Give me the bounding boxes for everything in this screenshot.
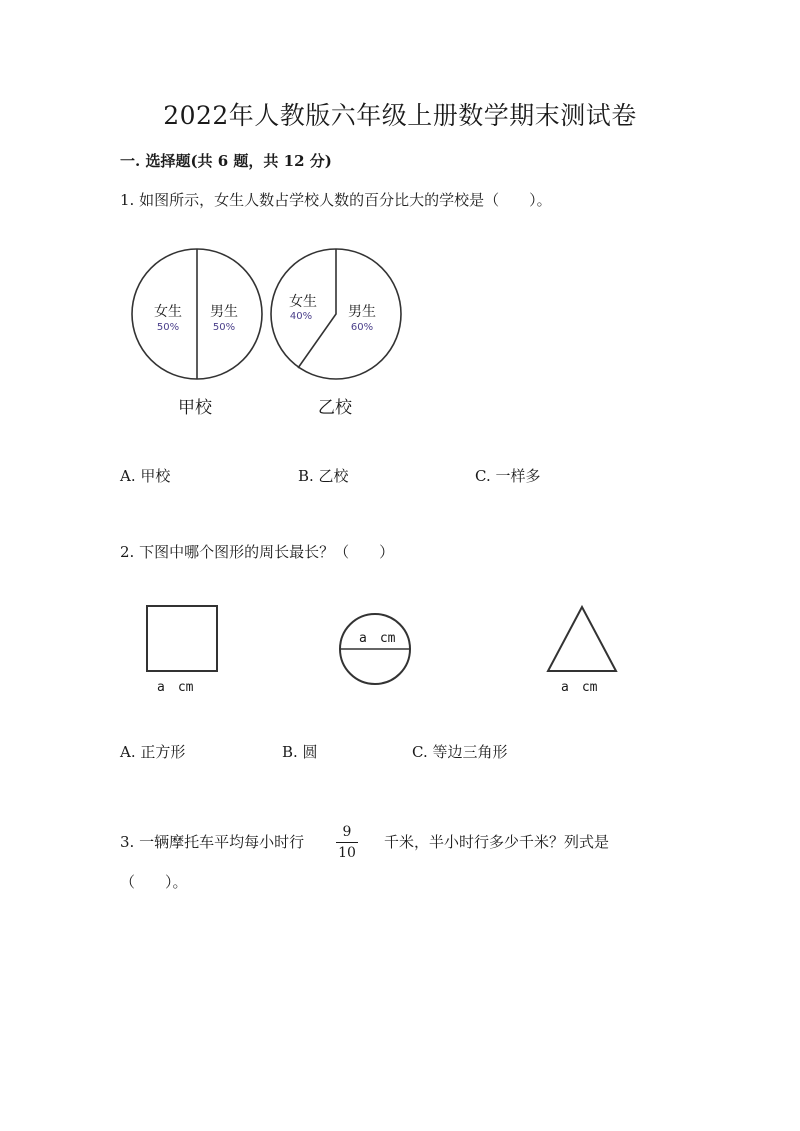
pie-a-right-pct: 50% — [212, 322, 236, 333]
pie-b-right-label: 男生 — [348, 304, 376, 320]
question-2-figure — [130, 595, 630, 705]
question-1-figure — [120, 240, 420, 430]
question-3-answer-blank: （ ）。 — [120, 873, 188, 891]
fraction-nine-tenths — [336, 825, 358, 860]
pie-a-left-pct: 50% — [156, 322, 180, 333]
circle-diameter-label: a cm — [359, 631, 396, 646]
fraction-numerator: 9 — [342, 824, 352, 840]
fraction-denominator: 10 — [338, 845, 356, 861]
pie-a-right-label: 男生 — [210, 304, 238, 320]
pie-b-left-pct: 40% — [289, 311, 313, 322]
q2-option-c[interactable]: C. 等边三角形 — [412, 743, 508, 761]
square-side-label: a cm — [157, 680, 194, 695]
page-title: 2022年人教版六年级上册数学期末测试卷 — [163, 101, 637, 130]
triangle-shape — [548, 607, 616, 671]
question-3-text-before: 3. 一辆摩托车平均每小时行 — [120, 833, 305, 851]
question-2-text: 2. 下图中哪个图形的周长最长？（ ） — [120, 543, 395, 561]
fraction-bar — [336, 842, 358, 843]
square-shape — [147, 606, 217, 671]
q1-option-c[interactable]: C. 一样多 — [475, 467, 541, 485]
pie-chart-school-b — [271, 249, 401, 379]
triangle-side-label: a cm — [561, 680, 598, 695]
q1-option-b[interactable]: B. 乙校 — [298, 467, 349, 485]
pie-chart-school-a — [132, 249, 262, 379]
q2-option-a[interactable]: A. 正方形 — [120, 743, 186, 761]
school-b-name: 乙校 — [318, 398, 352, 418]
section-heading: 一. 选择题(共 6 题，共 12 分) — [120, 152, 332, 170]
pie-b-right-pct: 60% — [350, 322, 374, 333]
q1-option-a[interactable]: A. 甲校 — [120, 467, 171, 485]
school-a-name: 甲校 — [178, 398, 212, 418]
pie-a-left-label: 女生 — [154, 304, 182, 320]
question-3-text-after: 千米，半小时行多少千米？列式是 — [384, 833, 610, 851]
question-1-text: 1. 如图所示，女生人数占学校人数的百分比大的学校是（ ）。 — [120, 191, 552, 209]
pie-b-left-label: 女生 — [289, 294, 317, 310]
q2-option-b[interactable]: B. 圆 — [282, 743, 318, 761]
